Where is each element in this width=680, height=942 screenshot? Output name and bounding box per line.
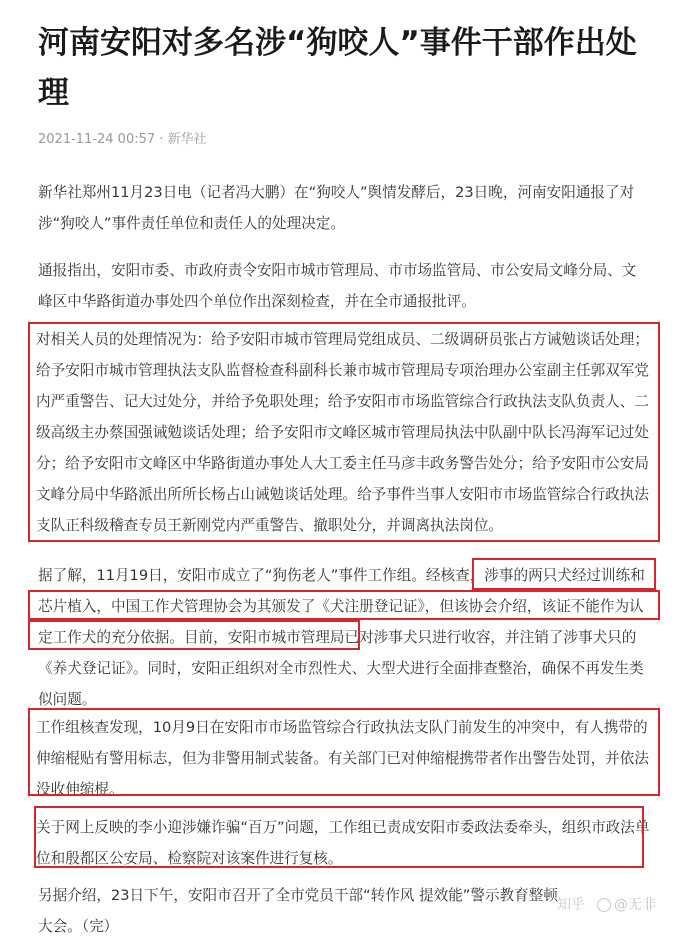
watermark-author: @无非 (614, 897, 656, 913)
highlight-box-verification (472, 558, 656, 590)
highlight-box-personnel (28, 322, 660, 542)
paragraph-personnel: 对相关人员的处理情况为：给予安阳市城市管理局党组成员、二级调研员张占方诫勉谈话处理；给予安阳市城市管理执法支队监督检查科副科长兼市城市管理局专项治理办公室副主任郭双军党内严重警告、记大过处分，并给予免职处理；给予安阳市市场监管综合行政执法支队负责人、二级高级主办蔡国强诫勉谈话处理；给予安阳市文峰区城市管理局执法中队副中队长冯海军记过处分；给予安阳市文峰区中华路街道办事处人大工委主任马彦丰政务警告处分；给予安阳市公安局文峰分局中华路派出所所长杨占山诫勉谈话处理。给予事件当事人安阳市市场监管综合行政执法支队正科级稽查专员王新刚党内严重警告、撤职处分，并调离执法岗位。 (36, 331, 649, 534)
avatar-icon (597, 898, 611, 912)
article-meta: 2021-11-24 00:57 · 新华社 (38, 132, 207, 147)
paragraph-lead: 新华社郑州11月23日电（记者冯大鹏）在“狗咬人”舆情发酵后，23日晚，河南安阳通报了对涉“狗咬人”事件责任单位和责任人的处理决定。 (38, 184, 635, 232)
watermark (557, 895, 656, 915)
paragraph-closing: 另据介绍，23日下午，安阳市召开了全市党员干部“转作风 提效能”警示教育整顿大会。（完） (38, 887, 558, 935)
paragraph-notice: 通报指出，安阳市委、市政府责令安阳市城市管理局、市市场监管局、市公安局文峰分局、文峰区中华路街道办事处四个单位作出深刻检查，并在全市通报批评。 (38, 262, 637, 310)
paragraph-baton: 工作组核查发现，10月9日在安阳市市场监管综合行政执法支队门前发生的冲突中，有人携带的伸缩棍贴有警用标志，但为非警用制式装备。有关部门已对伸缩棍携带者作出警告处罚，并依法没收伸缩棍。 (36, 719, 649, 798)
paragraph-fraud-review: 关于网上反映的李小迎涉嫌诈骗“百万”问题，工作组已责成安阳市委政法委牵头，组织市政法单位和殷都区公安局、检察院对该案件进行复核。 (36, 819, 650, 867)
watermark-site: 知乎 (557, 897, 585, 913)
paragraph-investigation: 据了解，11月19日，安阳市成立了“狗伤老人”事件工作组。经核查，涉事的两只犬经过训练和芯片植入，中国工作犬管理协会为其颁发了《犬注册登记证》，但该协会介绍，该证不能作为认定工作犬的充分依据。目前，安阳市城市管理局已对涉事犬只进行收容，并注销了涉事犬只的《养犬登记证》。同时，安阳正组织对全市烈性犬、大型犬进行全面排查整治，确保不再发生类似问题。 (38, 567, 645, 708)
highlight-box-baton (28, 708, 660, 796)
highlight-box-certificate-basis (28, 620, 360, 650)
article-title: 河南安阳对多名涉“狗咬人”事件干部作出处理 (38, 25, 637, 111)
highlight-box-fraud-review (34, 806, 644, 868)
highlight-box-certificate (28, 590, 660, 620)
